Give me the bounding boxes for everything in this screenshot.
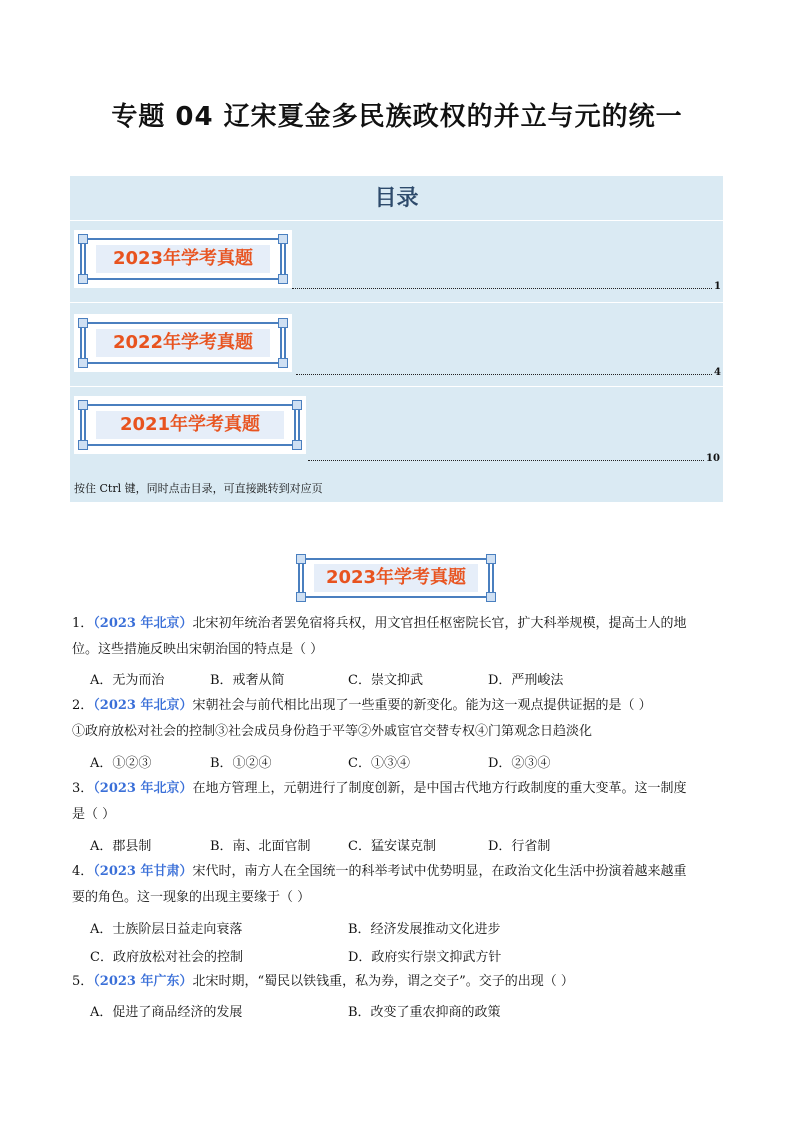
question-2 <box>72 693 732 745</box>
badge-label: 2021年学考真题 <box>96 411 284 439</box>
question-number: 5． <box>72 974 94 989</box>
option-d[interactable]: D．②③④ <box>488 756 551 771</box>
option-b[interactable]: B．戒奢从简 <box>210 673 285 688</box>
badge-corner <box>486 554 496 564</box>
badge-corner <box>78 400 88 410</box>
question-number: 3． <box>72 781 94 796</box>
badge-corner <box>78 274 88 284</box>
toc-leader-dots <box>308 460 704 461</box>
toc-leader-dots <box>292 288 712 289</box>
question-stem: 要的角色。这一现象的出现主要缘于（ ） <box>72 890 311 905</box>
badge-corner <box>296 554 306 564</box>
question-stem: 宋代时，南方人在全国统一的科举考试中优势明显，在政治文化生活中扮演着越来越重 <box>192 864 687 879</box>
badge-corner <box>292 440 302 450</box>
toc-heading: 目录 <box>374 186 419 211</box>
toc-divider <box>70 302 723 303</box>
question-number: 1． <box>72 616 94 631</box>
option-b[interactable]: B．改变了重农抑商的政策 <box>348 1005 501 1020</box>
toc-page-number[interactable]: 4 <box>714 367 721 378</box>
toc-entry-2022[interactable] <box>74 314 292 372</box>
badge-corner <box>78 440 88 450</box>
badge-corner <box>78 234 88 244</box>
option-d[interactable]: D．严刑峻法 <box>488 673 564 688</box>
toc-hint: 按住 Ctrl 键，同时点击目录，可直接跳转到对应页 <box>74 482 323 495</box>
question-number: 4． <box>72 864 94 879</box>
badge-corner <box>292 400 302 410</box>
option-c[interactable]: C．崇文抑武 <box>348 673 423 688</box>
badge-label: 2023年学考真题 <box>314 564 478 592</box>
toc-divider <box>70 386 723 387</box>
badge-corner <box>78 318 88 328</box>
question-number: 2． <box>72 698 94 713</box>
option-b[interactable]: B．南、北面官制 <box>210 839 311 854</box>
question-stem: 是（ ） <box>72 807 116 822</box>
page-title: 专题 04 辽宋夏金多民族政权的并立与元的统一 <box>111 102 683 132</box>
badge-corner <box>278 274 288 284</box>
question-source: （2023 年广东） <box>93 974 193 989</box>
toc-entry-2021[interactable] <box>74 396 306 454</box>
badge-corner <box>278 318 288 328</box>
question-5 <box>72 969 732 995</box>
question-1 <box>72 611 732 663</box>
question-source: （2023 年北京） <box>93 616 193 631</box>
table-of-contents <box>70 176 723 502</box>
question-stem: 位。这些措施反映出宋朝治国的特点是（ ） <box>72 642 324 657</box>
toc-page-number[interactable]: 10 <box>706 453 720 464</box>
question-stem: 宋朝社会与前代相比出现了一些重要的新变化。能为这一观点提供证据的是（ ） <box>192 698 652 713</box>
toc-entry-2023[interactable] <box>74 230 292 288</box>
badge-label: 2022年学考真题 <box>96 329 270 357</box>
option-a[interactable]: A．①②③ <box>90 756 152 771</box>
option-a[interactable]: A．士族阶层日益走向衰落 <box>90 922 243 937</box>
option-a[interactable]: A．促进了商品经济的发展 <box>90 1005 243 1020</box>
question-stem: 北宋时期，“蜀民以铁钱重，私为券，谓之交子”。交子的出现（ ） <box>192 974 574 989</box>
toc-leader-dots <box>296 374 712 375</box>
question-4 <box>72 859 732 911</box>
question-stem: 在地方管理上，元朝进行了制度创新，是中国古代地方行政制度的重大变革。这一制度 <box>192 781 687 796</box>
option-b[interactable]: B．经济发展推动文化进步 <box>348 922 501 937</box>
question-source: （2023 年甘肃） <box>93 864 193 879</box>
toc-divider <box>70 220 723 221</box>
option-c[interactable]: C．①③④ <box>348 756 410 771</box>
badge-corner <box>78 358 88 368</box>
question-statements: ①政府放松对社会的控制③社会成员身份趋于平等②外戚宦官交替专权④门第观念日趋淡化 <box>72 724 593 739</box>
badge-corner <box>278 234 288 244</box>
question-source: （2023 年北京） <box>93 781 193 796</box>
option-c[interactable]: C．猛安谋克制 <box>348 839 436 854</box>
option-a[interactable]: A．郡县制 <box>90 839 152 854</box>
option-c[interactable]: C．政府放松对社会的控制 <box>90 950 243 965</box>
option-d[interactable]: D．政府实行崇文抑武方针 <box>348 950 502 965</box>
option-d[interactable]: D．行省制 <box>488 839 551 854</box>
badge-corner <box>278 358 288 368</box>
badge-corner <box>486 592 496 602</box>
question-3 <box>72 776 732 828</box>
badge-label: 2023年学考真题 <box>96 245 270 273</box>
toc-page-number[interactable]: 1 <box>714 281 721 292</box>
question-source: （2023 年北京） <box>93 698 193 713</box>
badge-corner <box>296 592 306 602</box>
option-b[interactable]: B．①②④ <box>210 756 272 771</box>
section-badge <box>292 550 500 606</box>
question-stem: 北宋初年统治者罢免宿将兵权，用文官担任枢密院长官，扩大科举规模，提高士人的地 <box>192 616 687 631</box>
option-a[interactable]: A．无为而治 <box>90 673 165 688</box>
